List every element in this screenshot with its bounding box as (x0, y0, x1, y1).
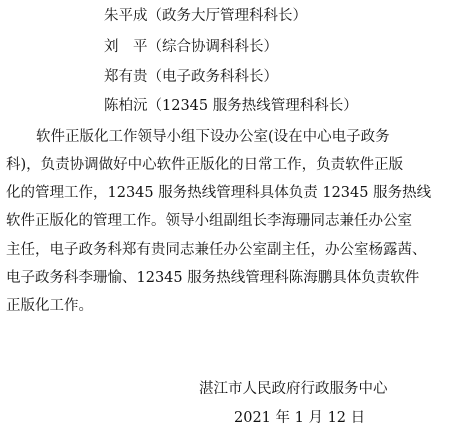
paragraph-line: 软件正版化的管理工作。领导小组副组长李海珊同志兼任办公室 (6, 213, 412, 229)
signing-date: 2021 年 1 月 12 日 (234, 410, 366, 426)
paragraph-line: 主任，电子政务科郑有贵同志兼任办公室副主任，办公室杨露茜、 (6, 242, 427, 258)
paragraph-line: 科)，负责协调做好中心软件正版化的日常工作，负责软件正版 (6, 157, 404, 173)
member-item: 刘 平（综合协调科科长） (104, 39, 278, 55)
member-item: 郑有贵（电子政务科科长） (104, 69, 278, 85)
paragraph-line: 软件正版化工作领导小组下设办公室(设在中心电子政务 (36, 129, 390, 145)
member-item: 朱平成（政务大厅管理科科长） (104, 8, 307, 24)
signing-organization: 湛江市人民政府行政服务中心 (199, 381, 388, 397)
paragraph-line: 正版化工作。 (6, 298, 93, 314)
paragraph-line: 化的管理工作，12345 服务热线管理科具体负责 12345 服务热线 (6, 185, 432, 201)
paragraph-line: 电子政务科李珊愉、12345 服务热线管理科陈海鹏具体负责软件 (6, 270, 420, 286)
member-item: 陈柏沅（12345 服务热线管理科科长） (104, 98, 358, 114)
